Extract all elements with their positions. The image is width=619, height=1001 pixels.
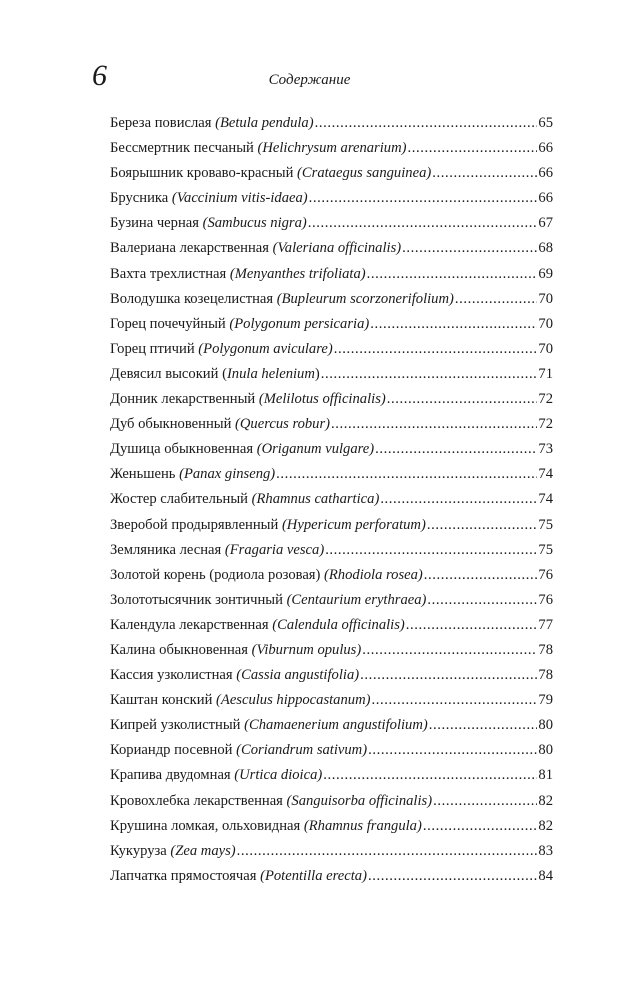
dot-leader xyxy=(368,868,537,885)
dot-leader xyxy=(309,190,538,207)
toc-page-number: 76 xyxy=(538,566,553,583)
toc-entry-title xyxy=(110,366,320,383)
dot-leader xyxy=(427,592,537,609)
toc-entry-title xyxy=(110,215,307,232)
dot-leader xyxy=(427,517,538,534)
toc-entry-title xyxy=(110,316,369,333)
latin-name: (Crataegus sanguinea) xyxy=(297,165,432,182)
plant-name: Кассия узколистная xyxy=(110,667,237,684)
dot-leader xyxy=(323,767,537,784)
plant-name: Береза повислая xyxy=(110,115,216,131)
toc-entry-title xyxy=(110,140,407,157)
dot-leader xyxy=(360,667,537,684)
toc-page-number: 81 xyxy=(538,767,553,784)
toc-entry[interactable] xyxy=(110,692,553,717)
toc-page-number: 74 xyxy=(538,491,553,508)
plant-name: Жостер слабительный xyxy=(110,491,252,508)
plant-name: Боярышник кроваво-красный xyxy=(110,165,298,182)
toc-entry[interactable] xyxy=(110,592,553,617)
running-head-title: Содержание xyxy=(268,72,351,88)
plant-name: Валериана лекарственная xyxy=(110,240,273,257)
dot-leader xyxy=(325,542,537,559)
toc-entry-title xyxy=(110,240,401,257)
toc-entry[interactable] xyxy=(110,441,553,466)
toc-entry[interactable] xyxy=(110,416,553,441)
dot-leader xyxy=(315,115,538,132)
toc-page-number: 72 xyxy=(538,416,553,433)
toc-page-number: 66 xyxy=(538,165,553,182)
latin-name: (Valeriana officinalis) xyxy=(272,240,402,257)
dot-leader xyxy=(308,215,538,232)
dot-leader xyxy=(321,366,538,383)
dot-leader xyxy=(237,843,538,860)
latin-name: (Vaccinium vitis-idaea) xyxy=(171,190,308,207)
toc-entry[interactable] xyxy=(110,341,553,366)
latin-name: Inula helenium xyxy=(226,365,315,382)
latin-name: (Panax ginseng) xyxy=(179,466,276,483)
toc-entry[interactable] xyxy=(110,793,553,818)
toc-entry[interactable] xyxy=(110,266,553,291)
toc-page-number: 76 xyxy=(538,591,553,608)
latin-name: (Urtica dioica) xyxy=(234,767,323,784)
dot-leader xyxy=(433,793,537,810)
plant-name: Золототысячник зонтичный xyxy=(110,591,287,608)
latin-name: (Rhamnus cathartica) xyxy=(251,491,380,508)
toc-page-number: 66 xyxy=(538,140,553,157)
toc-entry[interactable] xyxy=(110,742,553,767)
toc-page-number: 72 xyxy=(538,391,553,408)
dot-leader xyxy=(455,291,538,308)
toc-entry-title xyxy=(110,843,236,860)
toc-page-number: 70 xyxy=(538,315,553,332)
dot-leader xyxy=(371,692,537,709)
toc-entry[interactable] xyxy=(110,717,553,742)
toc-entry[interactable] xyxy=(110,466,553,491)
dot-leader xyxy=(368,742,537,759)
toc-entry-title xyxy=(110,416,330,433)
plant-name: Брусника xyxy=(110,190,172,207)
dot-leader xyxy=(276,466,537,483)
latin-name: (Zea mays) xyxy=(170,842,236,859)
dot-leader xyxy=(375,441,537,458)
toc-entry-title xyxy=(110,391,386,408)
toc-entry[interactable] xyxy=(110,165,553,190)
toc-page-number: 70 xyxy=(538,340,553,357)
latin-name: (Rhamnus frangula) xyxy=(303,817,422,834)
toc-entry[interactable] xyxy=(110,843,553,868)
toc-page-number: 71 xyxy=(538,365,553,382)
plant-name: Крапива двудомная xyxy=(110,767,235,784)
toc-entry-title xyxy=(110,742,367,759)
toc-entry[interactable] xyxy=(110,316,553,341)
latin-name: (Rhodiola rosea) xyxy=(324,566,423,583)
latin-name: (Quercus robur) xyxy=(235,416,331,433)
toc-entry-title xyxy=(110,617,405,634)
toc-entry[interactable] xyxy=(110,567,553,592)
toc-entry-title xyxy=(110,542,324,559)
dot-leader xyxy=(387,391,538,408)
dot-leader xyxy=(362,642,537,659)
latin-name: (Origanum vulgare) xyxy=(256,441,375,458)
plant-name: Кровохлебка лекарственная xyxy=(110,792,287,809)
toc-entry[interactable] xyxy=(110,818,553,843)
plant-name: Золотой корень (родиола розовая) xyxy=(110,566,325,583)
toc-page-number: 74 xyxy=(538,466,553,483)
toc-page-number: 73 xyxy=(538,441,553,458)
toc-entry[interactable] xyxy=(110,240,553,265)
toc-page-number: 84 xyxy=(538,867,553,884)
plant-name: Дуб обыкновенный xyxy=(110,416,236,433)
toc-entry[interactable] xyxy=(110,491,553,516)
toc-entry-title xyxy=(110,642,361,659)
toc-page-number: 80 xyxy=(538,742,553,759)
dot-leader xyxy=(402,240,537,257)
latin-name: (Calendula officinalis) xyxy=(272,616,405,633)
toc-entry[interactable] xyxy=(110,190,553,215)
toc-entry-title xyxy=(110,190,308,207)
dot-leader xyxy=(334,341,538,358)
toc-entry-title xyxy=(110,692,370,709)
latin-name: (Helichrysum arenarium) xyxy=(257,140,407,157)
latin-name: (Bupleurum scorzonerifolium) xyxy=(276,290,454,307)
plant-name: Володушка козецелистная xyxy=(110,290,277,307)
toc-page-number: 75 xyxy=(538,516,553,533)
plant-name: Женьшень xyxy=(110,466,180,483)
toc-entry[interactable] xyxy=(110,642,553,667)
plant-name: Бузина черная xyxy=(110,215,203,232)
toc-page-number: 83 xyxy=(538,842,553,859)
latin-name: (Cassia angustifolia) xyxy=(236,667,360,684)
toc-entry[interactable] xyxy=(110,868,553,893)
toc-entry-title xyxy=(110,592,426,609)
toc-entry[interactable] xyxy=(110,517,553,542)
toc-page-number: 82 xyxy=(538,792,553,809)
toc-entry[interactable] xyxy=(110,667,553,692)
plant-name: Душица обыкновенная xyxy=(110,441,257,458)
latin-name: (Polygonum aviculare) xyxy=(198,340,333,357)
plant-name: Лапчатка прямостоячая xyxy=(110,867,261,884)
latin-name: (Sambucus nigra) xyxy=(202,215,307,232)
plant-name: Вахта трехлистная xyxy=(110,265,230,282)
toc-page-number: 78 xyxy=(538,641,553,658)
toc-page-number: 79 xyxy=(538,692,553,709)
toc-entry-title xyxy=(110,868,367,885)
dot-leader xyxy=(408,140,538,157)
dot-leader xyxy=(406,617,538,634)
dot-leader xyxy=(429,717,538,734)
dot-leader xyxy=(424,567,538,584)
plant-name: Земляника лесная xyxy=(110,541,225,558)
toc-page-number: 67 xyxy=(538,215,553,232)
plant-name: Зверобой продырявленный xyxy=(110,516,282,533)
toc-entry-title xyxy=(110,115,314,132)
toc-page-number: 69 xyxy=(538,265,553,282)
toc-entry[interactable] xyxy=(110,291,553,316)
latin-name: (Fragaria vesca) xyxy=(224,541,325,558)
latin-name: (Coriandrum sativum) xyxy=(236,742,368,759)
dot-leader xyxy=(367,266,538,283)
dot-leader xyxy=(331,416,537,433)
latin-name: (Hypericum perforatum) xyxy=(281,516,426,533)
table-of-contents xyxy=(110,115,553,893)
toc-page-number: 82 xyxy=(538,817,553,834)
toc-entry[interactable] xyxy=(110,215,553,240)
plant-name: Крушина ломкая, ольховидная xyxy=(110,817,304,834)
dot-leader xyxy=(423,818,538,835)
latin-name: (Polygonum persicaria) xyxy=(229,315,370,332)
plant-name: Горец почечуйный xyxy=(110,315,230,332)
latin-name: (Potentilla erecta) xyxy=(260,867,367,884)
plant-name: Кориандр посевной xyxy=(110,742,237,759)
toc-page-number: 70 xyxy=(538,290,553,307)
toc-entry-title xyxy=(110,441,374,458)
toc-entry[interactable] xyxy=(110,140,553,165)
latin-name: (Sanguisorba officinalis) xyxy=(286,792,433,809)
toc-entry-title xyxy=(110,165,431,182)
plant-name: Девясил высокий ( xyxy=(110,365,227,382)
toc-entry-title xyxy=(110,491,379,508)
toc-page-number: 78 xyxy=(538,667,553,684)
latin-name: (Centaurium erythraea) xyxy=(286,591,427,608)
plant-name: Кипрей узколистный xyxy=(110,717,245,734)
toc-entry-title xyxy=(110,818,422,835)
closing-paren: ) xyxy=(314,365,320,382)
toc-entry-title xyxy=(110,793,432,810)
page-number: 6 xyxy=(92,59,107,92)
dot-leader xyxy=(370,316,537,333)
toc-entry-title xyxy=(110,466,275,483)
latin-name: (Betula pendula) xyxy=(215,115,314,131)
plant-name: Каштан конский xyxy=(110,692,217,709)
toc-page-number: 80 xyxy=(538,717,553,734)
toc-entry[interactable] xyxy=(110,366,553,391)
plant-name: Кукуруза xyxy=(110,842,171,859)
plant-name: Календула лекарственная xyxy=(110,616,273,633)
latin-name: (Viburnum opulus) xyxy=(251,641,362,658)
toc-entry[interactable] xyxy=(110,767,553,792)
toc-entry[interactable] xyxy=(110,542,553,567)
toc-entry[interactable] xyxy=(110,617,553,642)
toc-page-number: 77 xyxy=(538,616,553,633)
latin-name: (Chamaenerium angustifolium) xyxy=(244,717,428,734)
toc-entry-title xyxy=(110,767,322,784)
toc-page-number: 65 xyxy=(538,115,553,131)
dot-leader xyxy=(380,491,537,508)
toc-entry[interactable] xyxy=(110,115,553,140)
plant-name: Бессмертник песчаный xyxy=(110,140,258,157)
toc-entry-title xyxy=(110,717,428,734)
latin-name: (Melilotus officinalis) xyxy=(258,391,386,408)
toc-entry-title xyxy=(110,341,333,358)
toc-entry-title xyxy=(110,266,366,283)
toc-page-number: 66 xyxy=(538,190,553,207)
dot-leader xyxy=(432,165,537,182)
toc-page-number: 75 xyxy=(538,541,553,558)
toc-entry-title xyxy=(110,567,423,584)
latin-name: (Aesculus hippocastanum) xyxy=(216,692,371,709)
toc-entry[interactable] xyxy=(110,391,553,416)
toc-page-number: 68 xyxy=(538,240,553,257)
plant-name: Донник лекарственный xyxy=(110,391,259,408)
plant-name: Горец птичий xyxy=(110,340,199,357)
latin-name: (Menyanthes trifoliata) xyxy=(229,265,366,282)
plant-name: Калина обыкновенная xyxy=(110,641,252,658)
toc-entry-title xyxy=(110,667,359,684)
toc-entry-title xyxy=(110,291,454,308)
toc-entry-title xyxy=(110,517,426,534)
